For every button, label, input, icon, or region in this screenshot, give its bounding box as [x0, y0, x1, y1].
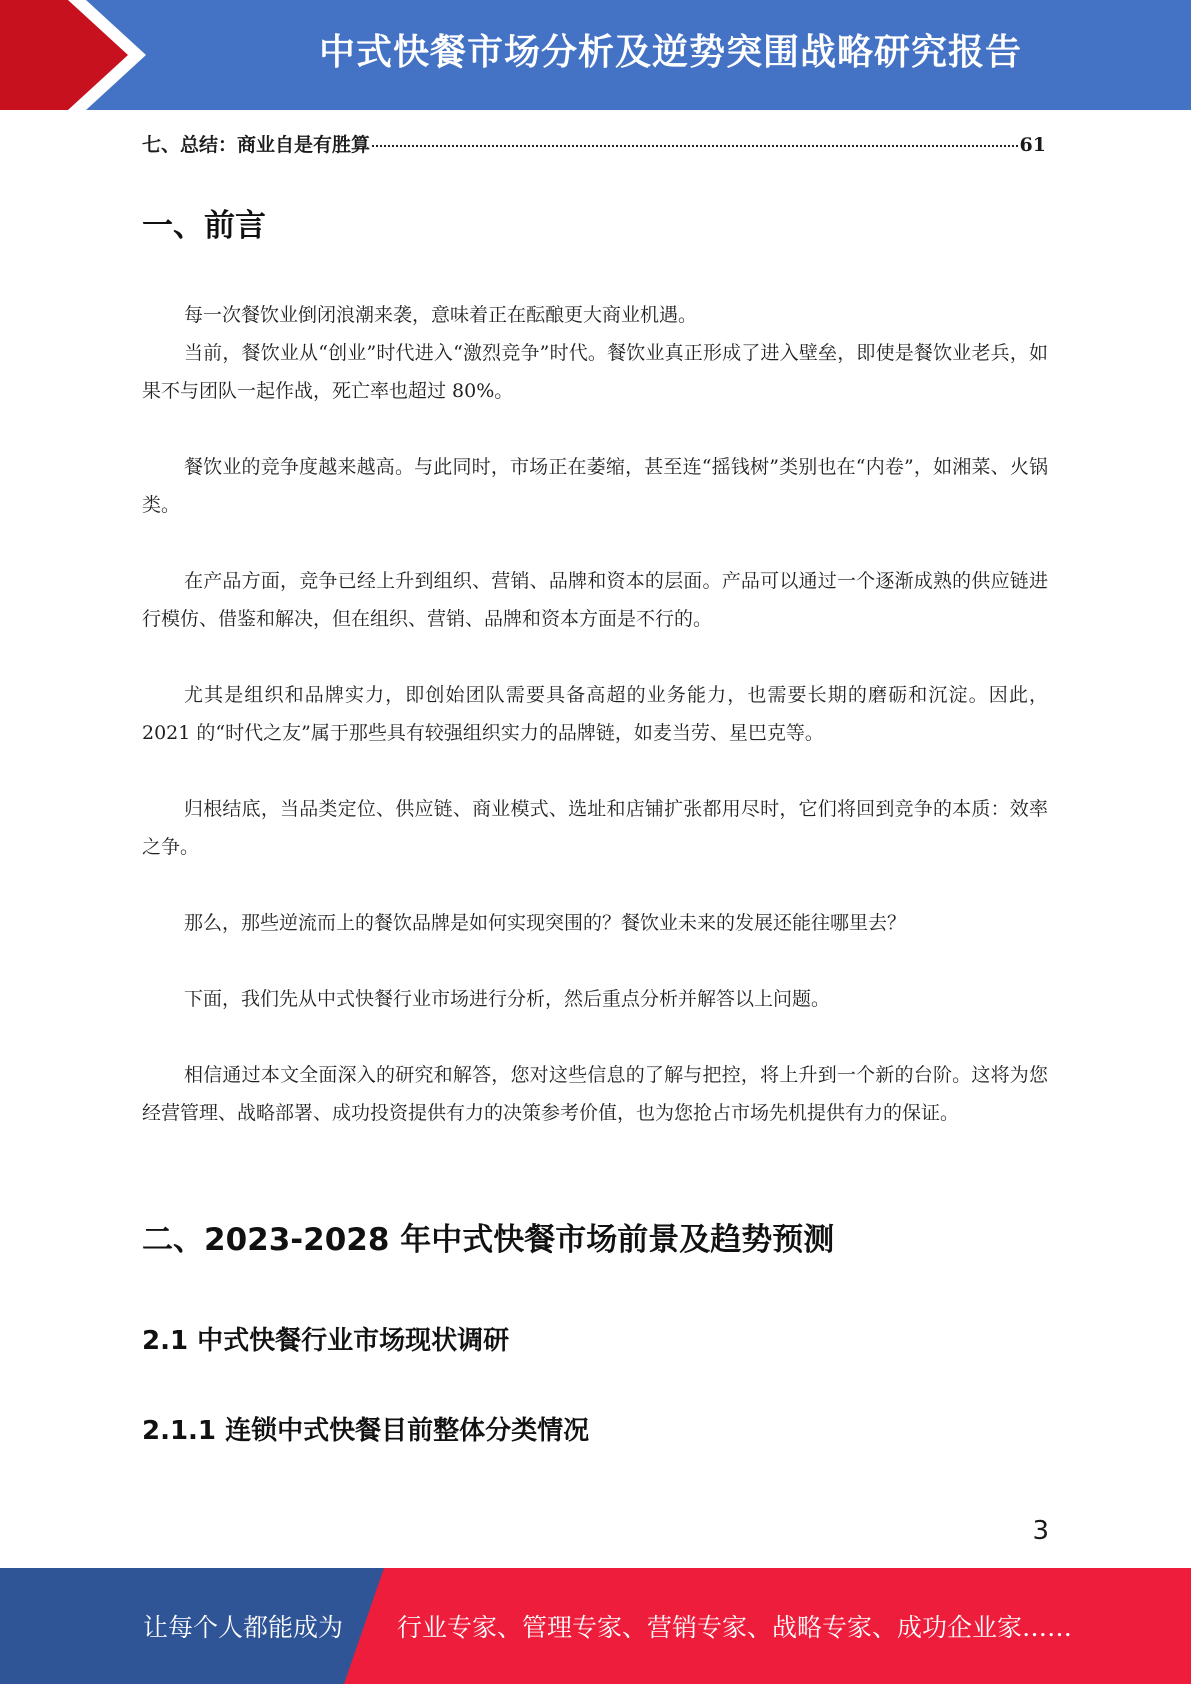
footer-banner [0, 1568, 1191, 1684]
paragraph: 归根结底，当品类定位、供应链、商业模式、选址和店铺扩张都用尽时，它们将回到竞争的本质：效率之争。 [142, 798, 1048, 858]
paragraph: 餐饮业的竞争度越来越高。与此同时，市场正在萎缩，甚至连“摇钱树”类别也在“内卷”，如湘菜、火锅类。 [142, 456, 1048, 516]
section-heading-preface: 一、前言 [142, 208, 266, 244]
subsection-heading: 2.1 中式快餐行业市场现状调研 [142, 1326, 510, 1356]
header-arrow-accent [0, 0, 160, 110]
page-number: 3 [1032, 1516, 1049, 1546]
toc-dot-leader [372, 145, 1018, 147]
toc-entry-label: 七、总结：商业自是有胜算 [142, 134, 371, 156]
paragraph: 当前，餐饮业从“创业”时代进入“激烈竞争”时代。餐饮业真正形成了进入壁垒，即使是餐饮业老兵，如果不与团队一起作战，死亡率也超过 80%。 [142, 342, 1048, 402]
paragraph: 相信通过本文全面深入的研究和解答，您对这些信息的了解与把控，将上升到一个新的台阶。这将为您经营管理、战略部署、成功投资提供有力的决策参考价值，也为您抢占市场先机提供有力的保证。 [142, 1064, 1048, 1124]
report-title: 中式快餐市场分析及逆势突围战略研究报告 [318, 32, 1022, 73]
subsubsection-heading: 2.1.1 连锁中式快餐目前整体分类情况 [142, 1416, 590, 1446]
paragraph: 在产品方面，竞争已经上升到组织、营销、品牌和资本的层面。产品可以通过一个逐渐成熟的供应链进行模仿、借鉴和解决，但在组织、营销、品牌和资本方面是不行的。 [142, 570, 1048, 630]
section-heading-forecast: 二、2023-2028 年中式快餐市场前景及趋势预测 [142, 1222, 835, 1258]
toc-entry[interactable] [142, 130, 1046, 160]
toc-entry-page: 61 [1019, 134, 1046, 156]
paragraph: 下面，我们先从中式快餐行业市场进行分析，然后重点分析并解答以上问题。 [184, 988, 831, 1010]
footer-slogan-left: 让每个人都能成为 [143, 1613, 344, 1642]
paragraph: 尤其是组织和品牌实力，即创始团队需要具备高超的业务能力，也需要长期的磨砺和沉淀。因此，2021 的“时代之友”属于那些具有较强组织实力的品牌链，如麦当劳、星巴克等。 [142, 684, 1048, 744]
header-banner [0, 0, 1191, 110]
paragraph: 那么，那些逆流而上的餐饮品牌是如何实现突围的？餐饮业未来的发展还能往哪里去？ [184, 912, 907, 934]
footer-slogan-right: 行业专家、管理专家、营销专家、战略专家、成功企业家…… [397, 1613, 1073, 1642]
paragraph: 每一次餐饮业倒闭浪潮来袭，意味着正在酝酿更大商业机遇。 [184, 304, 698, 326]
